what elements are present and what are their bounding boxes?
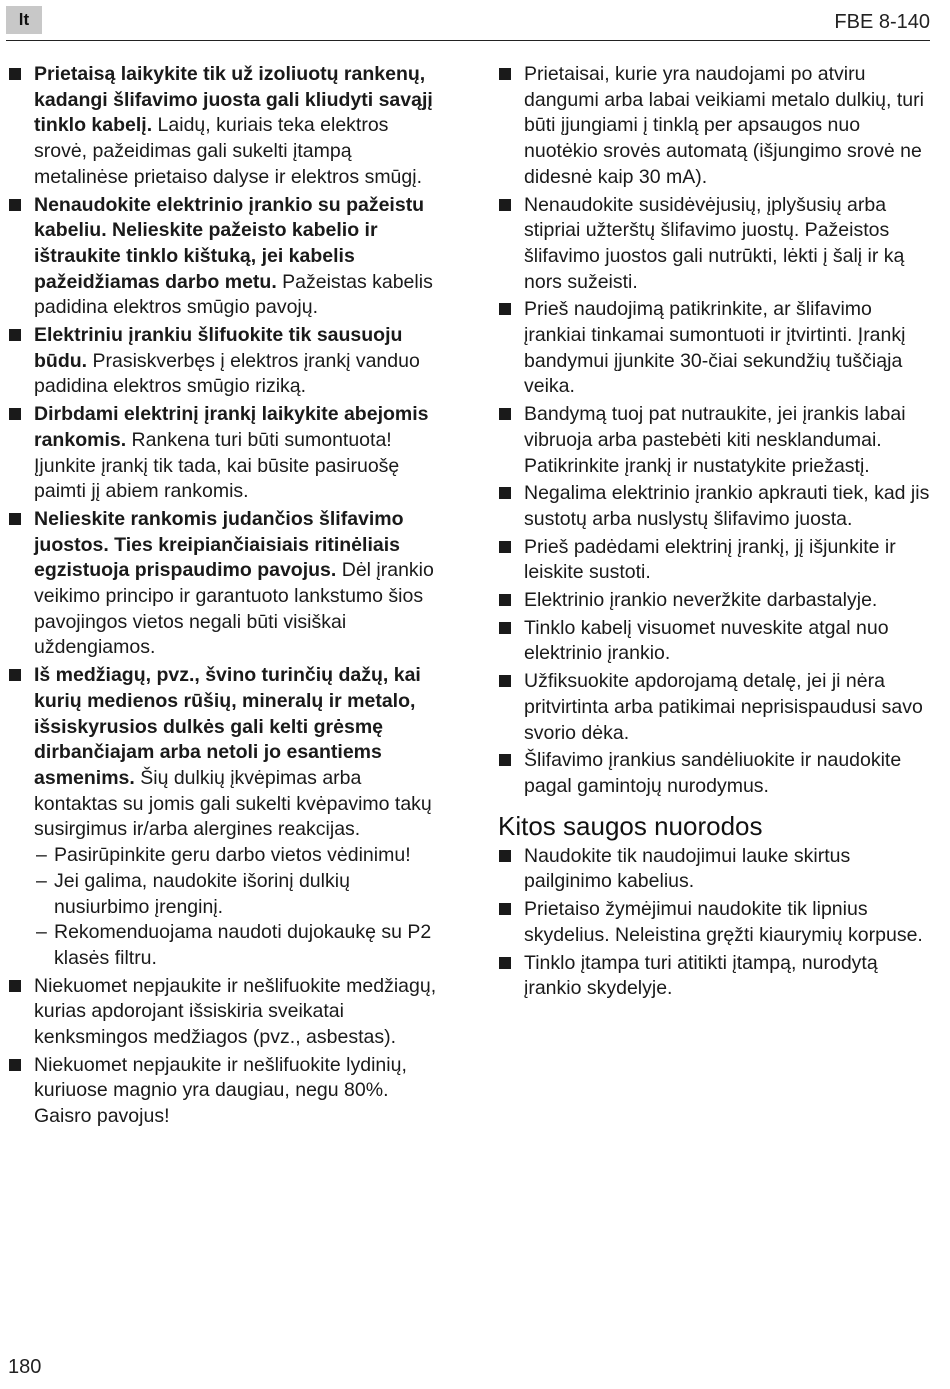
item-bold-text: Dirbdami elektrinį įrankį laikykite abejomis rankomis.: [34, 403, 429, 451]
section-heading: Kitos saugos nuorodos: [498, 810, 763, 841]
item-bold-text: Nenaudokite elektrinio įrankio su pažeistu kabeliu. Nelieskite pažeisto kabelio ir ištraukite tinklo kištuką, jei kabelis pažeidžiamas darbo metu.: [34, 193, 425, 293]
list-item: [8, 663, 445, 971]
list-item: Tinklo įtampa turi atitikti įtampą, nurodytą įrankio skydelyje.: [498, 951, 930, 1002]
list-item: [8, 62, 445, 191]
item-text: Dėl įrankio veikimo principo ir garantuoto lankstumo šios pavojingos vietos negali būti visiškai uždengiamos.: [34, 559, 434, 659]
list-item: Negalima elektrinio įrankio apkrauti tiek, kad jis sustotų arba nuslystų šlifavimo juosta.: [498, 481, 930, 532]
dash-item: – Jei galima, naudokite išorinį dulkių nusiurbimo įrenginį.: [34, 869, 445, 920]
list-item: [8, 193, 445, 322]
right-bullet-list: [498, 62, 930, 800]
item-text: Pažeistas kabelis padidina elektros smūgio pavojų.: [34, 270, 433, 319]
document-title: FBE 8-140: [834, 11, 930, 33]
list-item: Prietaiso žymėjimui naudokite tik lipnius skydelius. Neleistina gręžti kiaurymių korpuse.: [498, 897, 930, 948]
list-item: [8, 1053, 445, 1130]
list-item: Prieš padėdami elektrinį įrankį, jį išjunkite ir leiskite sustoti.: [498, 535, 930, 586]
left-bullet-list: [8, 62, 445, 1130]
list-item: Nenaudokite susidėvėjusių, įplyšusių arba stipriai užterštų šlifavimo juostų. Pažeistos šlifavimo juostos gali nutrūkti, lėkti į šalį ir ką nors sužeisti.: [498, 193, 930, 296]
list-item: Prietaisai, kurie yra naudojami po atviru dangumi arba labai veikiami metalo dulkių, turi būti įjungiami į tinklą per apsaugos nuo nuotėkio srovės automatą (išjungimo srovė ne didesnė kaip 30 mA).: [498, 62, 930, 191]
list-item: [8, 402, 445, 505]
list-item: Tinklo kabelį visuomet nuveskite atgal nuo elektrinio įrankio.: [498, 616, 930, 667]
section-bullet-list: [498, 844, 930, 1002]
page-number: 180: [8, 1356, 42, 1378]
item-bold-text: Nelieskite rankomis judančios šlifavimo juostos. Ties kreipiančiaisiais ritinėliais egzistuoja prispaudimo pavojus.: [34, 507, 404, 582]
list-item: Prieš naudojimą patikrinkite, ar šlifavimo įrankiai tinkamai sumontuoti ir įtvirtinti. Įrankį bandymui įjunkite 30-čiai sekundžių tuščiąja veika.: [498, 297, 930, 400]
item-bold-text: Elektriniu įrankiu šlifuokite tik sausuoju būdu.: [34, 324, 403, 372]
item-text: Laidų, kuriais teka elektros srovė, pažeidimas gali sukelti įtampą metalinėse prietaiso dalyse ir elektros smūgį.: [34, 114, 423, 188]
dash-item: – Rekomenduojama naudoti dujokaukę su P2 klasės filtru.: [34, 920, 445, 971]
item-text: Niekuomet nepjaukite ir nešlifuokite medžiagų, kurias apdorojant išsiskiria sveikatai kenksmingos medžiagos (pvz., asbestas).: [34, 974, 437, 1049]
list-item: Naudokite tik naudojimui lauke skirtus pailginimo kabelius.: [498, 844, 930, 895]
list-item: [8, 974, 445, 1051]
item-text: Šių dulkių įkvėpimas arba kontaktas su jomis gali sukelti kvėpavimo takų susirgimus ir/arba alergines reakcijas.: [34, 766, 432, 841]
dash-list: [34, 843, 445, 972]
list-item: Bandymą tuoj pat nutraukite, jei įrankis labai vibruoja arba pastebėti kiti nesklandumai. Patikrinkite įrankį ir nustatykite priežastį.: [498, 402, 930, 479]
language-badge: lt: [6, 6, 42, 34]
item-text: Rankena turi būti sumontuota! Įjunkite įrankį tik tada, kai būsite pasiruošę paimti jį abiem rankomis.: [34, 428, 400, 503]
list-item: Šlifavimo įrankius sandėliuokite ir naudokite pagal gamintojų nurodymus.: [498, 748, 930, 799]
item-text: Prasiskverbęs į elektros įrankį vanduo padidina elektros smūgio riziką.: [34, 349, 420, 398]
item-bold-text: Iš medžiagų, pvz., švino turinčių dažų, kai kurių medienos rūšių, mineralų ir metalo, išsiskyrusios dulkės gali kelti grėsmę dirbančiajam arba netoli jo esantiems asmenims.: [34, 664, 421, 789]
header-divider: [6, 40, 930, 41]
left-column: [8, 62, 445, 1132]
right-column: [498, 62, 930, 1004]
item-bold-text: Prietaisą laikykite tik už izoliuotų rankenų, kadangi šlifavimo juosta gali kliudyti savąjį tinklo kabelį.: [34, 63, 433, 137]
dash-item: – Pasirūpinkite geru darbo vietos vėdinimu!: [34, 843, 445, 869]
list-item: [8, 507, 445, 661]
list-item: Elektrinio įrankio neveržkite darbastalyje.: [498, 588, 930, 614]
list-item: [8, 323, 445, 400]
list-item: Užfiksuokite apdorojamą detalę, jei ji nėra pritvirtinta arba patikimai neprisispaudusi savo svorio dėka.: [498, 669, 930, 746]
item-text: Niekuomet nepjaukite ir nešlifuokite lydinių, kuriuose magnio yra daugiau, negu 80%. Gaisro pavojus!: [34, 1053, 407, 1128]
